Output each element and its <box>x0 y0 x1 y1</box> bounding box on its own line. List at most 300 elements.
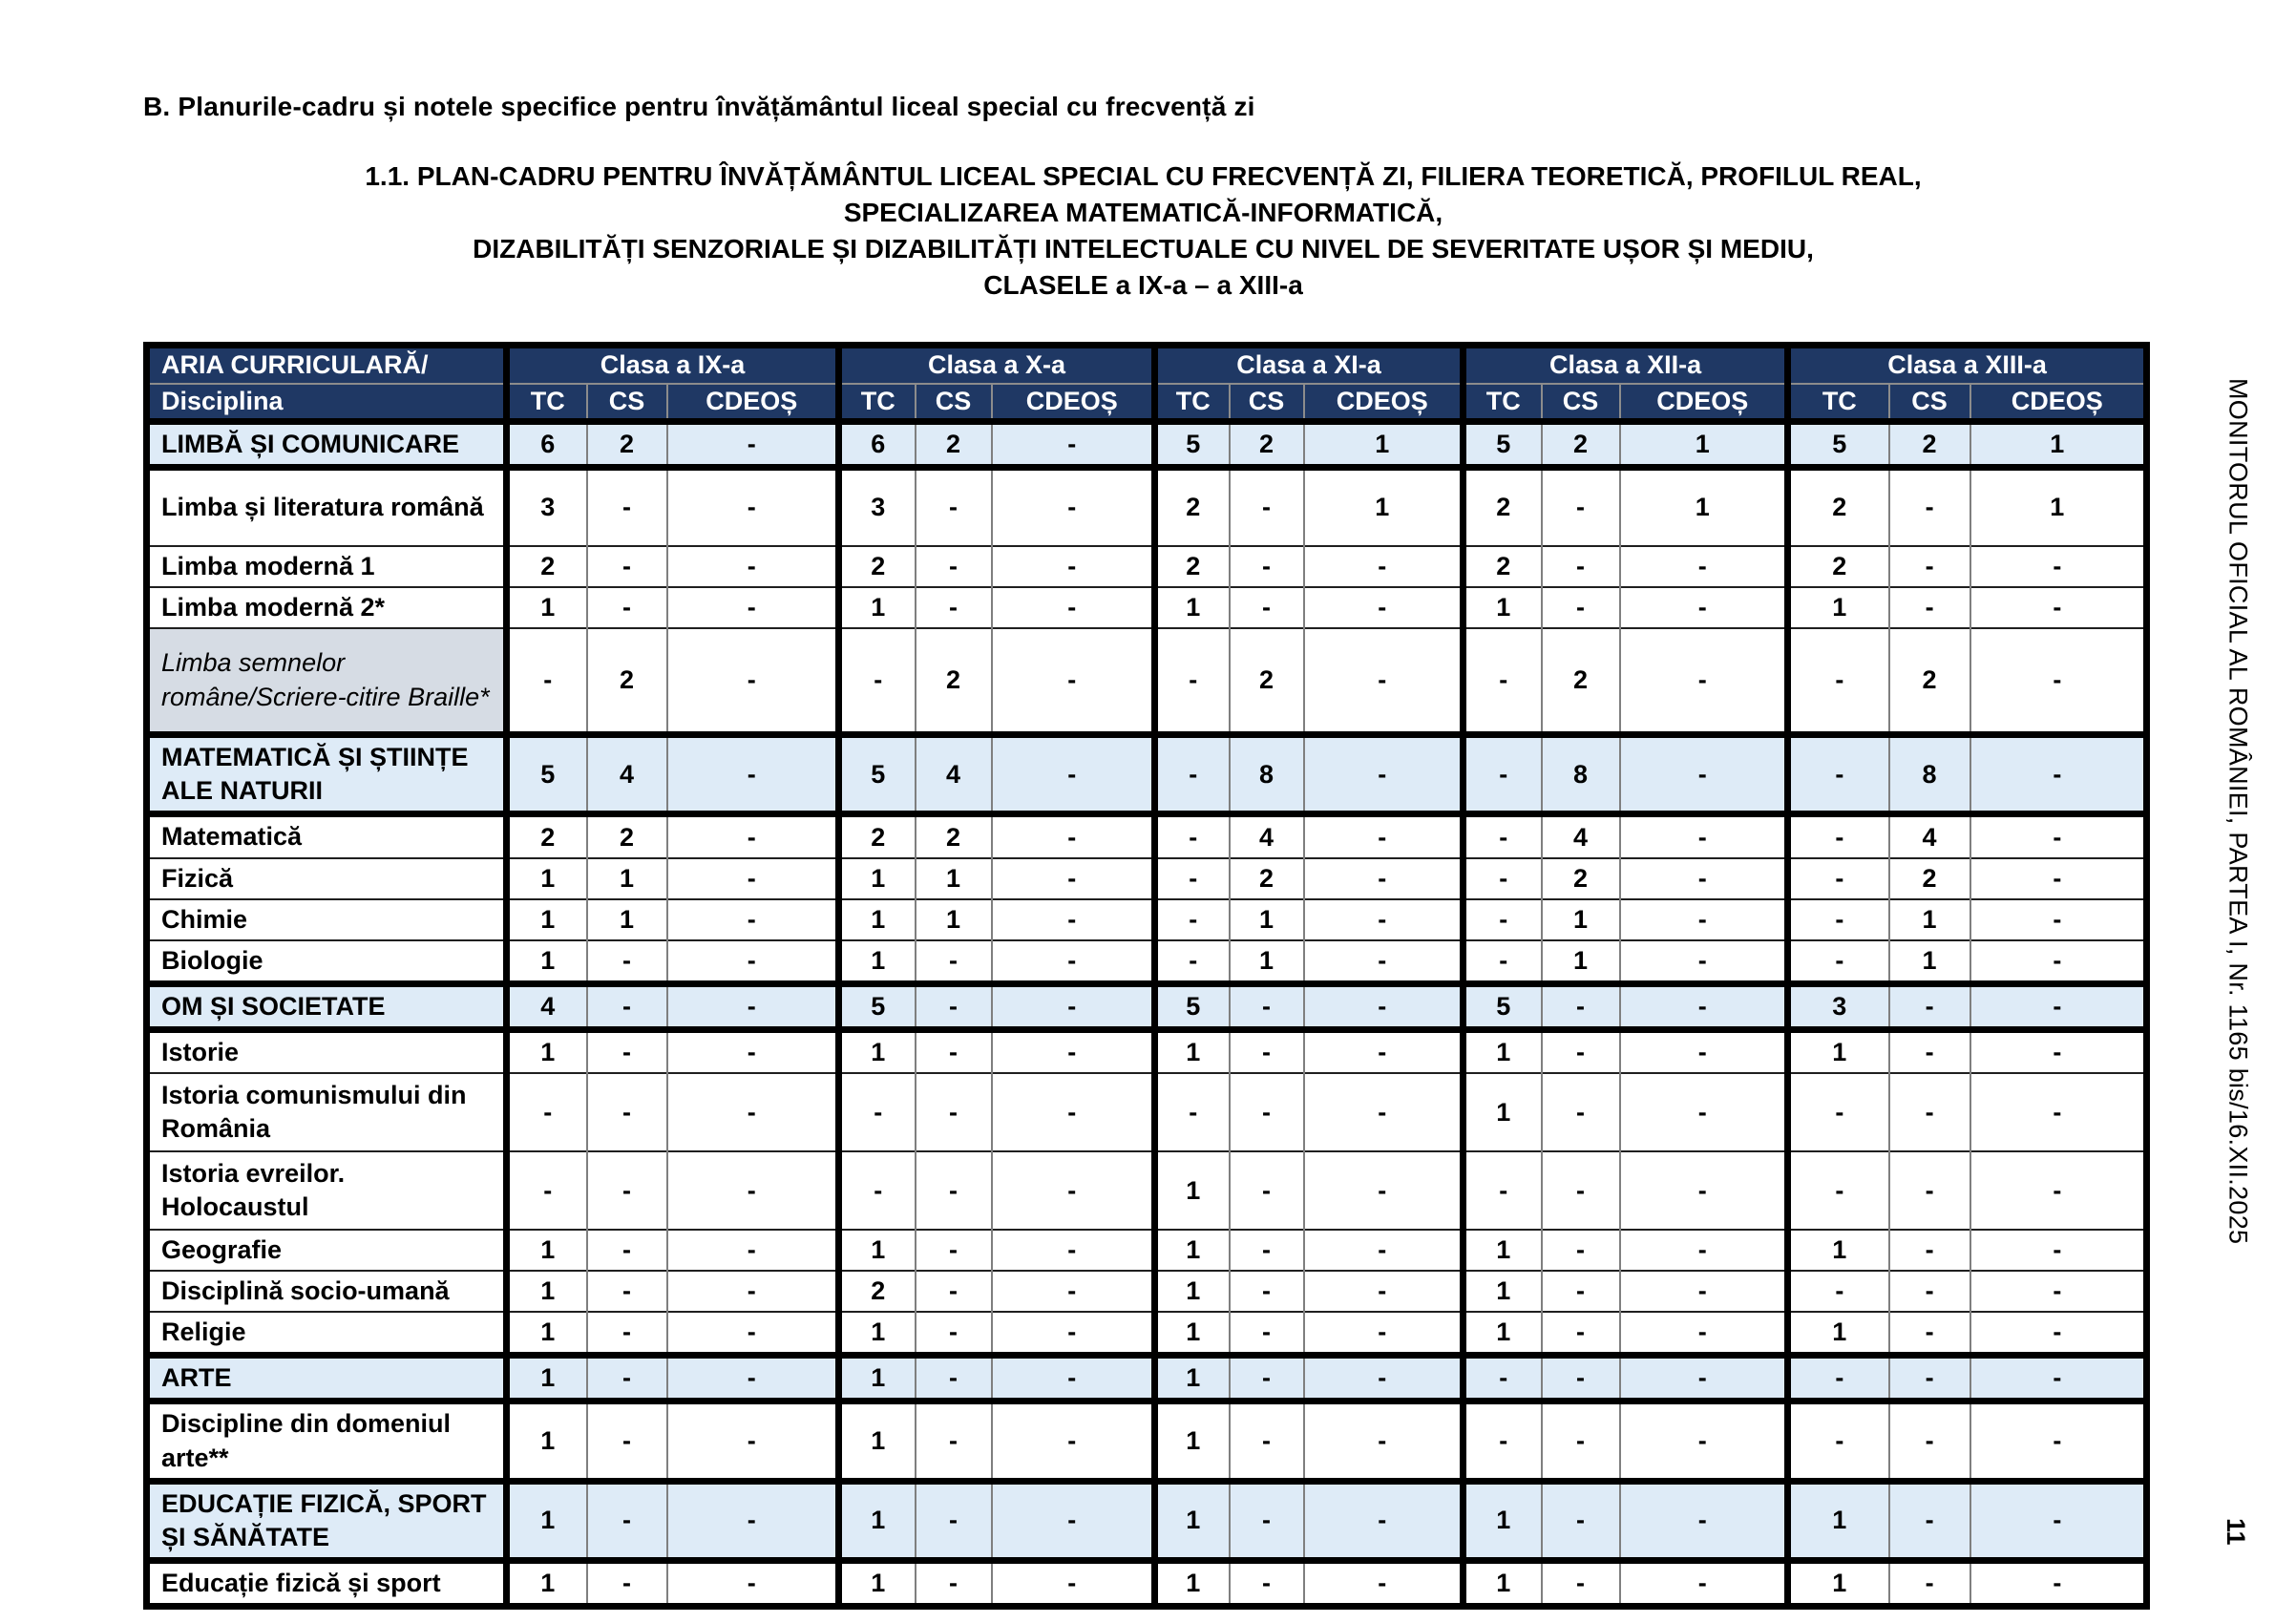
value-cell: - <box>1889 1560 1970 1606</box>
value-cell: - <box>1542 587 1620 628</box>
value-cell: 8 <box>1889 735 1970 814</box>
value-cell: - <box>1542 1073 1620 1151</box>
header-row-subcolumns <box>147 384 2147 422</box>
value-cell: - <box>1304 1029 1464 1073</box>
value-cell: 1 <box>1464 1271 1542 1312</box>
value-cell: 1 <box>507 1560 587 1606</box>
plan-title-line-4: CLASELE a IX-a – a XIII-a <box>983 270 1303 300</box>
value-cell: - <box>1788 1402 1889 1481</box>
curriculum-table <box>143 342 2150 1610</box>
value-cell: - <box>1620 1029 1788 1073</box>
value-cell: 1 <box>839 1312 916 1356</box>
value-cell: 1 <box>1970 468 2147 546</box>
value-cell: 1 <box>507 1402 587 1481</box>
value-cell: 1 <box>507 1312 587 1356</box>
class-group-header-3: Clasa a XI-a <box>1155 346 1464 384</box>
value-cell: 5 <box>1464 983 1542 1029</box>
row-label: Istorie <box>147 1029 507 1073</box>
value-cell: - <box>1230 1073 1304 1151</box>
value-cell: - <box>587 983 667 1029</box>
value-cell: - <box>1464 1356 1542 1402</box>
value-cell: 1 <box>839 1029 916 1073</box>
value-cell: - <box>1304 858 1464 899</box>
value-cell: - <box>1889 1481 1970 1560</box>
value-cell: 2 <box>839 1271 916 1312</box>
value-cell: - <box>1230 1271 1304 1312</box>
value-cell: 1 <box>1889 940 1970 984</box>
subcolumn-header-cs: CS <box>587 384 667 422</box>
value-cell: 5 <box>1155 422 1230 468</box>
value-cell: 3 <box>839 468 916 546</box>
subcolumn-header-tc: TC <box>1155 384 1230 422</box>
value-cell: 1 <box>1155 1029 1230 1073</box>
value-cell: - <box>1230 587 1304 628</box>
value-cell: - <box>1620 1271 1788 1312</box>
value-cell: - <box>1970 1356 2147 1402</box>
value-cell: - <box>507 628 587 735</box>
value-cell: - <box>667 546 839 587</box>
value-cell: 1 <box>1970 422 2147 468</box>
discipline-row <box>147 1029 2147 1073</box>
value-cell: - <box>667 1271 839 1312</box>
value-cell: - <box>1970 628 2147 735</box>
value-cell: - <box>1230 1356 1304 1402</box>
value-cell: 3 <box>507 468 587 546</box>
discipline-row <box>147 814 2147 858</box>
value-cell: 4 <box>916 735 992 814</box>
subcolumn-header-cdeoș: CDEOȘ <box>1304 384 1464 422</box>
value-cell: - <box>1304 735 1464 814</box>
value-cell: - <box>916 468 992 546</box>
value-cell: - <box>1788 899 1889 940</box>
value-cell: 2 <box>916 422 992 468</box>
value-cell: 1 <box>1788 1230 1889 1271</box>
value-cell: 1 <box>1620 422 1788 468</box>
value-cell: - <box>992 587 1155 628</box>
value-cell: 1 <box>1155 1312 1230 1356</box>
value-cell: 1 <box>1542 940 1620 984</box>
value-cell: 2 <box>1542 858 1620 899</box>
value-cell: 1 <box>1464 1481 1542 1560</box>
value-cell: - <box>1542 1312 1620 1356</box>
row-label: Educație fizică și sport <box>147 1560 507 1606</box>
value-cell: - <box>587 1073 667 1151</box>
value-cell: - <box>916 1230 992 1271</box>
value-cell: - <box>1970 735 2147 814</box>
curriculum-table-wrapper <box>143 342 2150 1610</box>
value-cell: - <box>1304 1230 1464 1271</box>
table-header <box>147 346 2147 422</box>
value-cell: - <box>587 1230 667 1271</box>
value-cell: - <box>992 858 1155 899</box>
value-cell: - <box>916 1560 992 1606</box>
value-cell: 1 <box>1155 1151 1230 1230</box>
value-cell: - <box>839 628 916 735</box>
value-cell: - <box>839 1073 916 1151</box>
value-cell: 6 <box>507 422 587 468</box>
row-label: Fizică <box>147 858 507 899</box>
value-cell: - <box>1542 1356 1620 1402</box>
value-cell: - <box>1304 1481 1464 1560</box>
plan-title-line-2: SPECIALIZAREA MATEMATICĂ-INFORMATICĂ, <box>843 198 1443 227</box>
value-cell: 1 <box>1464 1560 1542 1606</box>
gazette-sidebar <box>2213 0 2263 1623</box>
value-cell: - <box>1620 1560 1788 1606</box>
discipline-row <box>147 1073 2147 1151</box>
value-cell: - <box>1620 940 1788 984</box>
value-cell: - <box>587 468 667 546</box>
value-cell: - <box>1542 1151 1620 1230</box>
value-cell: - <box>667 1073 839 1151</box>
value-cell: - <box>992 1151 1155 1230</box>
value-cell: - <box>1620 1402 1788 1481</box>
value-cell: - <box>1620 858 1788 899</box>
value-cell: - <box>1620 1312 1788 1356</box>
value-cell: 3 <box>1788 983 1889 1029</box>
value-cell: 5 <box>839 983 916 1029</box>
value-cell: - <box>1620 814 1788 858</box>
value-cell: - <box>1230 1029 1304 1073</box>
value-cell: 2 <box>587 422 667 468</box>
value-cell: - <box>916 1312 992 1356</box>
value-cell: - <box>1970 1029 2147 1073</box>
value-cell: 2 <box>507 814 587 858</box>
value-cell: 1 <box>1155 1356 1230 1402</box>
value-cell: - <box>1542 1560 1620 1606</box>
value-cell: - <box>992 1356 1155 1402</box>
value-cell: 1 <box>1230 940 1304 984</box>
value-cell: 2 <box>1230 422 1304 468</box>
value-cell: - <box>916 1481 992 1560</box>
row-label: MATEMATICĂ ȘI ȘTIINȚE ALE NATURII <box>147 735 507 814</box>
value-cell: - <box>667 468 839 546</box>
discipline-row <box>147 1312 2147 1356</box>
value-cell: - <box>916 546 992 587</box>
value-cell: - <box>587 1151 667 1230</box>
value-cell: - <box>1230 1402 1304 1481</box>
value-cell: - <box>992 735 1155 814</box>
value-cell: - <box>1889 1356 1970 1402</box>
discipline-row <box>147 468 2147 546</box>
value-cell: 1 <box>839 1560 916 1606</box>
subcolumn-header-cs: CS <box>1230 384 1304 422</box>
value-cell: - <box>1155 735 1230 814</box>
value-cell: - <box>587 1481 667 1560</box>
value-cell: - <box>916 587 992 628</box>
value-cell: - <box>1464 735 1542 814</box>
value-cell: - <box>1788 1151 1889 1230</box>
value-cell: 1 <box>1304 422 1464 468</box>
category-row <box>147 1481 2147 1560</box>
value-cell: - <box>992 1312 1155 1356</box>
value-cell: - <box>1230 1481 1304 1560</box>
value-cell: - <box>992 628 1155 735</box>
value-cell: - <box>1889 1230 1970 1271</box>
subcolumn-header-cdeoș: CDEOȘ <box>667 384 839 422</box>
class-group-header-5: Clasa a XIII-a <box>1788 346 2147 384</box>
row-label: Religie <box>147 1312 507 1356</box>
value-cell: 2 <box>587 628 667 735</box>
value-cell: 2 <box>507 546 587 587</box>
value-cell: 1 <box>839 1230 916 1271</box>
subcolumn-header-cdeoș: CDEOȘ <box>1620 384 1788 422</box>
value-cell: - <box>587 1029 667 1073</box>
value-cell: - <box>587 940 667 984</box>
value-cell: - <box>1620 546 1788 587</box>
value-cell: 5 <box>839 735 916 814</box>
value-cell: 1 <box>916 899 992 940</box>
value-cell: - <box>667 1029 839 1073</box>
value-cell: - <box>587 1271 667 1312</box>
value-cell: 1 <box>587 858 667 899</box>
value-cell: 1 <box>839 1481 916 1560</box>
value-cell: 1 <box>507 1271 587 1312</box>
value-cell: 1 <box>1542 899 1620 940</box>
value-cell: - <box>667 899 839 940</box>
value-cell: 4 <box>1230 814 1304 858</box>
row-label: Limba semnelor române/Scriere-citire Braille* <box>147 628 507 735</box>
value-cell: - <box>1464 940 1542 984</box>
value-cell: 1 <box>1464 1073 1542 1151</box>
category-row <box>147 735 2147 814</box>
value-cell: - <box>1889 1151 1970 1230</box>
value-cell: 4 <box>587 735 667 814</box>
row-label: EDUCAȚIE FIZICĂ, SPORT ȘI SĂNĂTATE <box>147 1481 507 1560</box>
subcolumn-header-cs: CS <box>1889 384 1970 422</box>
value-cell: - <box>1464 899 1542 940</box>
value-cell: - <box>1230 983 1304 1029</box>
category-row <box>147 422 2147 468</box>
value-cell: - <box>992 1029 1155 1073</box>
value-cell: 2 <box>1889 858 1970 899</box>
subcolumn-header-cs: CS <box>916 384 992 422</box>
subcolumn-header-tc: TC <box>1788 384 1889 422</box>
value-cell: - <box>1155 814 1230 858</box>
value-cell: - <box>1155 940 1230 984</box>
value-cell: 4 <box>1889 814 1970 858</box>
value-cell: - <box>1542 1230 1620 1271</box>
value-cell: 2 <box>839 546 916 587</box>
value-cell: - <box>1542 1029 1620 1073</box>
value-cell: - <box>1788 735 1889 814</box>
value-cell: - <box>587 1312 667 1356</box>
value-cell: - <box>1304 1271 1464 1312</box>
value-cell: - <box>667 1402 839 1481</box>
value-cell: - <box>1230 1560 1304 1606</box>
value-cell: - <box>1889 1402 1970 1481</box>
value-cell: - <box>1970 1271 2147 1312</box>
value-cell: - <box>1788 940 1889 984</box>
value-cell: - <box>1304 1312 1464 1356</box>
value-cell: - <box>1620 983 1788 1029</box>
value-cell: 1 <box>507 899 587 940</box>
gazette-sidebar-text: MONITORUL OFICIAL AL ROMÂNIEI, PARTEA I, Nr. 1165 bis/16.XII.2025 <box>2223 378 2253 1245</box>
class-group-header-2: Clasa a X-a <box>839 346 1155 384</box>
value-cell: - <box>992 940 1155 984</box>
value-cell: - <box>1464 814 1542 858</box>
value-cell: 1 <box>1464 1029 1542 1073</box>
value-cell: - <box>507 1073 587 1151</box>
value-cell: 1 <box>1155 1271 1230 1312</box>
value-cell: - <box>1970 814 2147 858</box>
value-cell: - <box>1889 546 1970 587</box>
value-cell: - <box>1970 1481 2147 1560</box>
value-cell: - <box>1788 1356 1889 1402</box>
value-cell: - <box>992 468 1155 546</box>
row-label: Discipline din domeniul arte** <box>147 1402 507 1481</box>
value-cell: 2 <box>1155 468 1230 546</box>
value-cell: 1 <box>507 858 587 899</box>
value-cell: 1 <box>1464 1312 1542 1356</box>
value-cell: 1 <box>507 940 587 984</box>
value-cell: - <box>916 1073 992 1151</box>
value-cell: 8 <box>1230 735 1304 814</box>
subcolumn-header-tc: TC <box>839 384 916 422</box>
value-cell: - <box>1304 1073 1464 1151</box>
discipline-row <box>147 628 2147 735</box>
value-cell: 2 <box>916 628 992 735</box>
value-cell: 2 <box>1889 422 1970 468</box>
value-cell: - <box>1970 940 2147 984</box>
value-cell: - <box>1620 628 1788 735</box>
value-cell: - <box>1304 983 1464 1029</box>
value-cell: - <box>1889 1029 1970 1073</box>
row-label: Limba modernă 1 <box>147 546 507 587</box>
value-cell: - <box>1970 899 2147 940</box>
value-cell: 1 <box>507 1356 587 1402</box>
page-number: 11 <box>2222 1518 2250 1546</box>
value-cell: 4 <box>507 983 587 1029</box>
value-cell: - <box>1304 587 1464 628</box>
value-cell: 2 <box>1155 546 1230 587</box>
value-cell: - <box>1542 983 1620 1029</box>
value-cell: - <box>1620 899 1788 940</box>
value-cell: - <box>1542 468 1620 546</box>
value-cell: - <box>587 1560 667 1606</box>
value-cell: - <box>667 858 839 899</box>
value-cell: - <box>992 1560 1155 1606</box>
value-cell: - <box>992 983 1155 1029</box>
value-cell: - <box>1542 546 1620 587</box>
value-cell: - <box>992 1271 1155 1312</box>
value-cell: - <box>1970 546 2147 587</box>
value-cell: - <box>1970 983 2147 1029</box>
value-cell: - <box>1788 858 1889 899</box>
value-cell: 1 <box>1889 899 1970 940</box>
value-cell: - <box>992 1481 1155 1560</box>
value-cell: - <box>992 899 1155 940</box>
value-cell: - <box>1620 587 1788 628</box>
value-cell: - <box>1464 628 1542 735</box>
value-cell: 5 <box>1464 422 1542 468</box>
value-cell: - <box>587 587 667 628</box>
value-cell: 1 <box>1788 1029 1889 1073</box>
value-cell: - <box>1230 468 1304 546</box>
value-cell: - <box>916 940 992 984</box>
row-label: LIMBĂ ȘI COMUNICARE <box>147 422 507 468</box>
value-cell: 5 <box>1788 422 1889 468</box>
value-cell: - <box>1970 1312 2147 1356</box>
value-cell: - <box>1230 1312 1304 1356</box>
value-cell: - <box>667 940 839 984</box>
value-cell: - <box>667 1151 839 1230</box>
value-cell: - <box>1970 1402 2147 1481</box>
value-cell: - <box>1889 1271 1970 1312</box>
value-cell: - <box>1542 1271 1620 1312</box>
subcolumn-header-tc: TC <box>507 384 587 422</box>
value-cell: 1 <box>587 899 667 940</box>
value-cell: - <box>1155 858 1230 899</box>
value-cell: - <box>1788 1271 1889 1312</box>
value-cell: 2 <box>916 814 992 858</box>
value-cell: - <box>1889 1312 1970 1356</box>
section-heading: B. Planurile-cadru și notele specifice pentru învățământul liceal special cu frecvență zi <box>143 92 1255 121</box>
value-cell: - <box>1620 1356 1788 1402</box>
value-cell: - <box>1970 858 2147 899</box>
value-cell: 1 <box>1304 468 1464 546</box>
value-cell: 2 <box>1889 628 1970 735</box>
value-cell: 1 <box>507 1481 587 1560</box>
value-cell: - <box>1620 735 1788 814</box>
value-cell: 1 <box>1788 1312 1889 1356</box>
value-cell: - <box>1889 587 1970 628</box>
value-cell: 2 <box>1788 546 1889 587</box>
value-cell: - <box>916 1151 992 1230</box>
value-cell: 1 <box>507 1230 587 1271</box>
value-cell: 1 <box>839 940 916 984</box>
class-group-header-4: Clasa a XII-a <box>1464 346 1788 384</box>
discipline-row <box>147 546 2147 587</box>
value-cell: 4 <box>1542 814 1620 858</box>
value-cell: 2 <box>587 814 667 858</box>
value-cell: 1 <box>1620 468 1788 546</box>
value-cell: - <box>992 1230 1155 1271</box>
value-cell: - <box>1304 546 1464 587</box>
value-cell: - <box>1304 628 1464 735</box>
value-cell: - <box>667 1230 839 1271</box>
plan-title <box>143 158 2143 304</box>
value-cell: 1 <box>1155 1402 1230 1481</box>
row-label: Matematică <box>147 814 507 858</box>
row-label: Biologie <box>147 940 507 984</box>
subcolumn-header-cs: CS <box>1542 384 1620 422</box>
value-cell: 1 <box>1155 1560 1230 1606</box>
row-label: OM ȘI SOCIETATE <box>147 983 507 1029</box>
value-cell: - <box>1889 983 1970 1029</box>
value-cell: - <box>1304 1402 1464 1481</box>
row-label: Chimie <box>147 899 507 940</box>
discipline-row <box>147 899 2147 940</box>
subcolumn-header-cdeoș: CDEOȘ <box>992 384 1155 422</box>
value-cell: 1 <box>839 899 916 940</box>
discipline-row <box>147 1560 2147 1606</box>
subcolumn-header-tc: TC <box>1464 384 1542 422</box>
value-cell: - <box>667 735 839 814</box>
value-cell: - <box>1230 546 1304 587</box>
value-cell: 1 <box>1464 1230 1542 1271</box>
value-cell: - <box>916 983 992 1029</box>
value-cell: 1 <box>839 1356 916 1402</box>
value-cell: - <box>1889 468 1970 546</box>
value-cell: - <box>667 1312 839 1356</box>
value-cell: - <box>667 1356 839 1402</box>
value-cell: - <box>1620 1481 1788 1560</box>
discipline-row <box>147 1402 2147 1481</box>
category-row <box>147 983 2147 1029</box>
value-cell: 2 <box>1464 468 1542 546</box>
value-cell: - <box>1304 1356 1464 1402</box>
corner-header-aria: ARIA CURRICULARĂ/ <box>147 346 507 384</box>
